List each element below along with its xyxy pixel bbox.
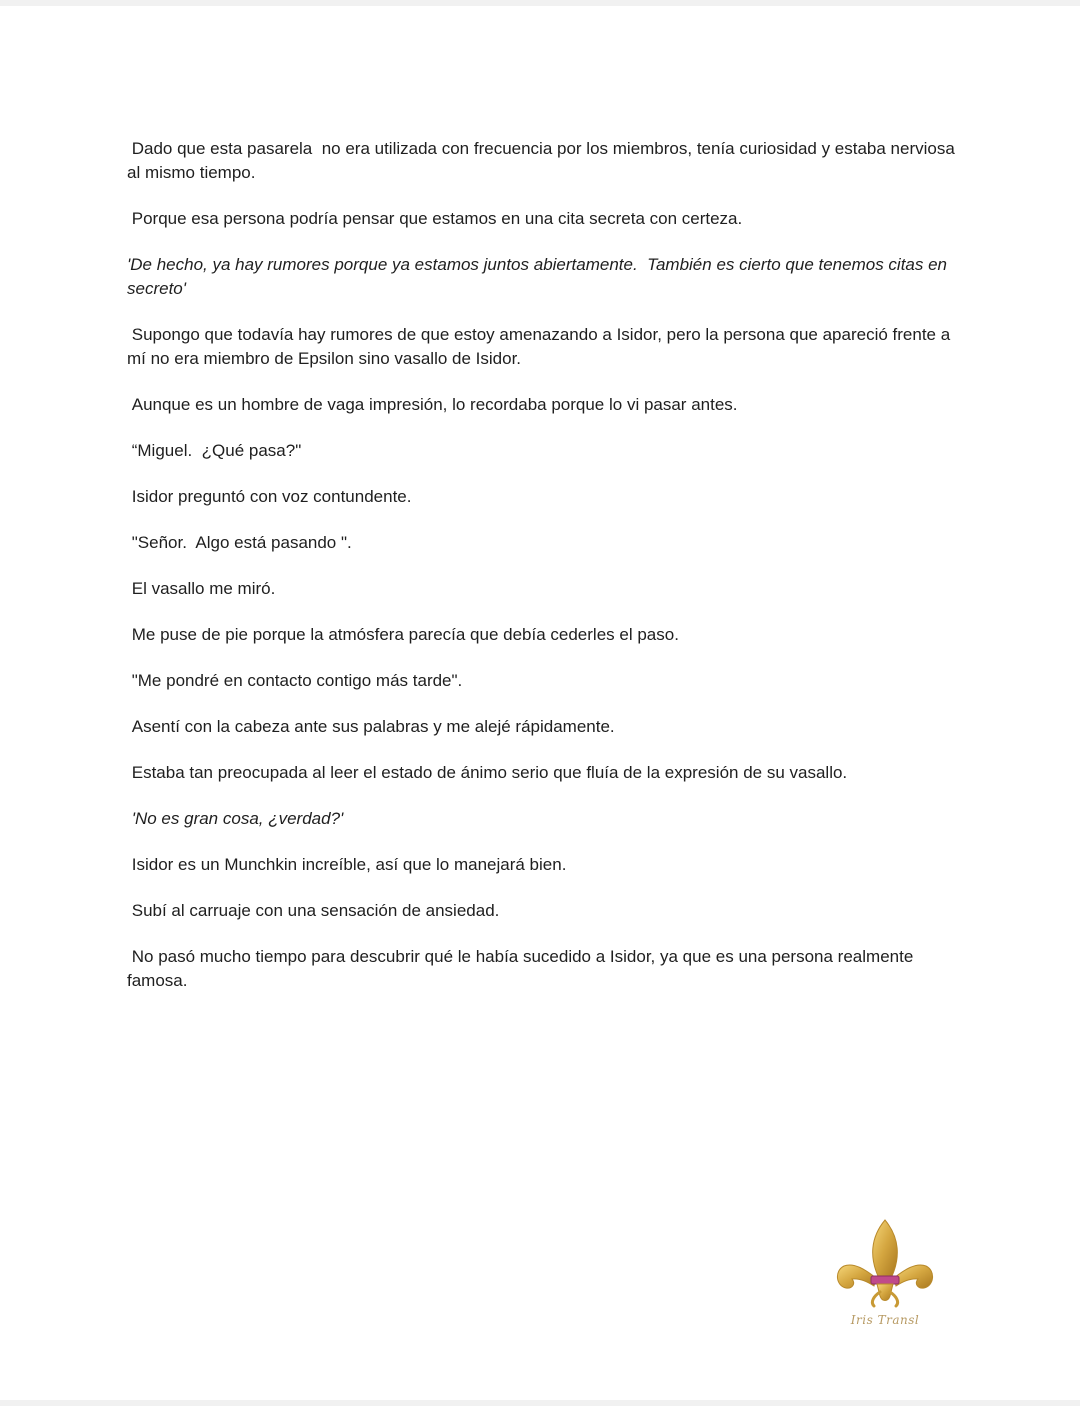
paragraph: Asentí con la cabeza ante sus palabras y me alejé rápidamente. xyxy=(127,717,615,736)
paragraph: 'No es gran cosa, ¿verdad?' xyxy=(127,809,344,828)
paragraph: “Miguel. ¿Qué pasa?" xyxy=(127,441,302,460)
paragraph: El vasallo me miró. xyxy=(127,579,276,598)
paragraph: "Me pondré en contacto contigo más tarde". xyxy=(127,671,463,690)
paragraph: Porque esa persona podría pensar que estamos en una cita secreta con certeza. xyxy=(127,209,743,228)
paragraph: Dado que esta pasarela no era utilizada con frecuencia por los miembros, tenía curiosidad y estaba nerviosa al mismo tiempo. xyxy=(127,139,960,182)
paragraph: Aunque es un hombre de vaga impresión, lo recordaba porque lo vi pasar antes. xyxy=(127,395,738,414)
paragraph: Isidor es un Munchkin increíble, así que lo manejará bien. xyxy=(127,855,567,874)
fleur-de-lis-icon xyxy=(830,1216,940,1311)
paragraph: No pasó mucho tiempo para descubrir qué le había sucedido a Isidor, ya que es una persona realmente famosa. xyxy=(127,947,919,990)
translator-logo xyxy=(830,1216,940,1341)
paragraph: Isidor preguntó con voz contundente. xyxy=(127,487,412,506)
logo-signature: Iris Transl xyxy=(850,1313,920,1327)
paragraph: "Señor. Algo está pasando ". xyxy=(127,533,352,552)
paragraph: Estaba tan preocupada al leer el estado de ánimo serio que fluía de la expresión de su vasallo. xyxy=(127,763,848,782)
paragraph: Me puse de pie porque la atmósfera parecía que debía cederles el paso. xyxy=(127,625,679,644)
document-page xyxy=(0,6,1080,1400)
paragraph: 'De hecho, ya hay rumores porque ya estamos juntos abiertamente. También es cierto que tenemos citas en secreto' xyxy=(127,255,952,298)
paragraph: Supongo que todavía hay rumores de que estoy amenazando a Isidor, pero la persona que apareció frente a mí no era miembro de Epsilon sino vasallo de Isidor. xyxy=(127,325,955,368)
paragraph: Subí al carruaje con una sensación de ansiedad. xyxy=(127,901,500,920)
document-body xyxy=(127,137,960,1015)
